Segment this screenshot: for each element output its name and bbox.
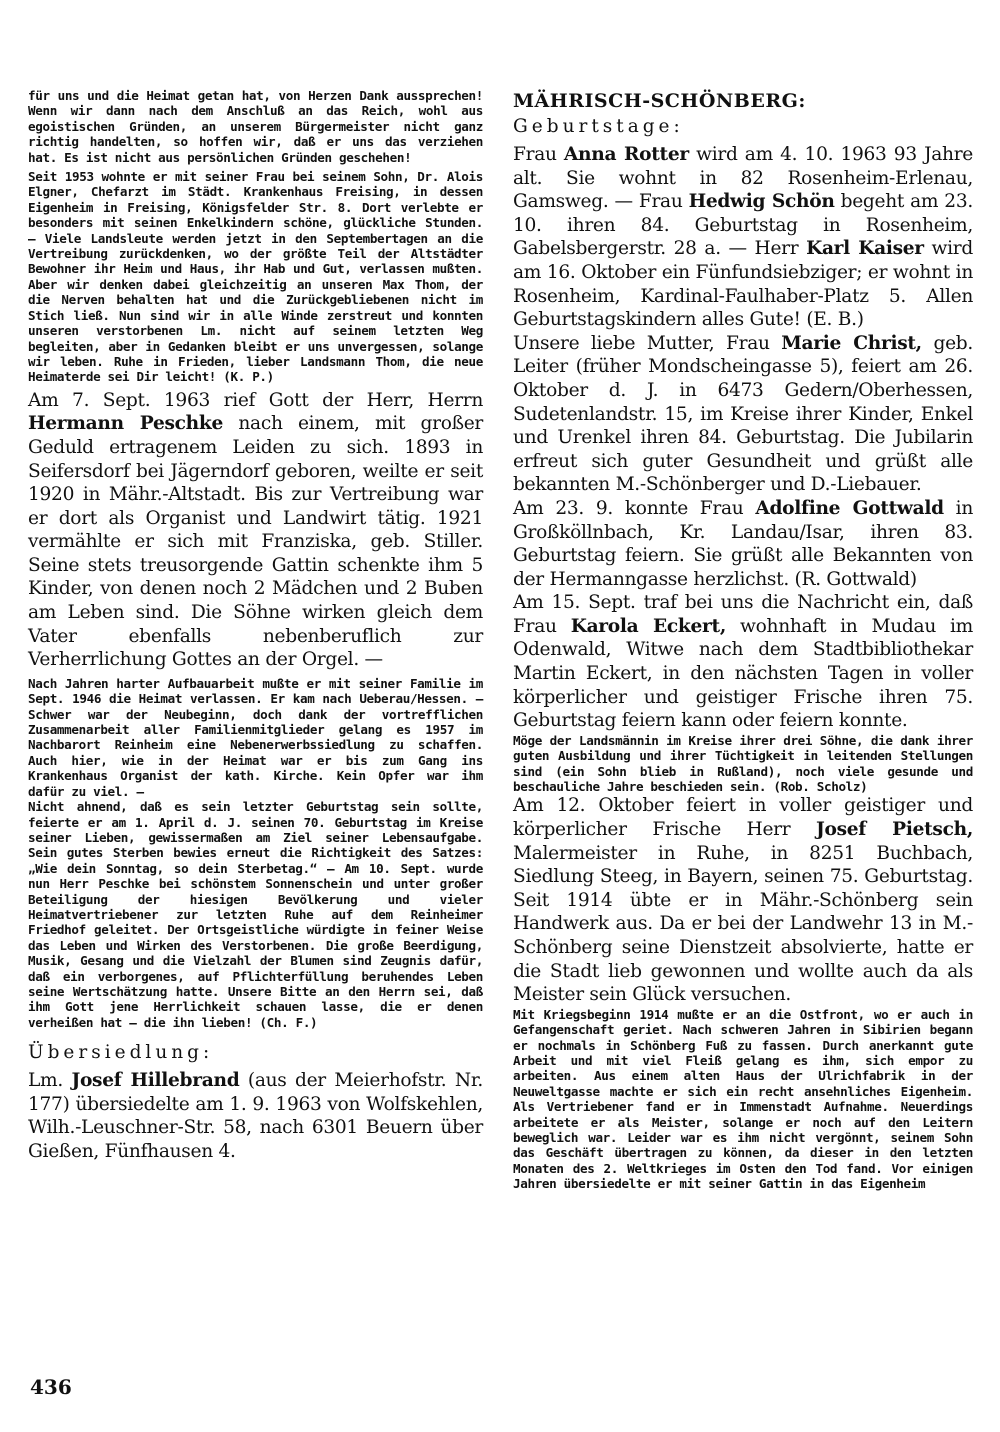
paragraph-birthday-gottwald <box>513 497 973 591</box>
text-run: wohnhaft in Mudau im Odenwald, Witwe nach dem Stadtbibliothekar Martin Eckert, in den nächsten Tagen in voller körperlicher und geistiger Frische ihren 75. Geburtstag feiern kann oder feiern konnte. <box>513 615 974 732</box>
text-run: Am 12. Oktober feiert in voller geistiger und körperlicher Frische Herr <box>513 795 973 841</box>
text-run: (aus der Meierhofstr. Nr. 177) übersiedelte am 1. 9. 1963 von Wolfskehlen, Wilh.-Leuschner-Str. 58, nach 6301 Beuern über Gießen, Fünfhausen 4. <box>28 1070 483 1162</box>
text-run: nach einem, mit großer Geduld ertragenem Leiden zu sich. 1893 in Seifersdorf bei Jägerndorf geboren, weilte er seit 1920 in Mähr.-Altstadt. Bis zur Vertreibung war er dort als Organist und Landwirt tätig. 1921 vermählte er sich mit Franziska, geb. Stiller. Seine stets treusorgende Gattin schenkte ihm 5 Kinder, von denen noch 2 Mädchen und 2 Buben am Leben sind. Die Söhne wirken gleich dem Vater ebenfalls nebenberuflich zur Verherrlichung Gottes an der Orgel. — <box>28 413 484 671</box>
text-run: Am 23. 9. konnte Frau <box>513 497 756 519</box>
text-run: begeht am 23. 10. ihren 84. Geburtstag in Rosenheim, Gabelsbergerstr. 28 a. — Herr <box>513 191 973 260</box>
paragraph-peschke-family: Nach Jahren harter Aufbauarbeit mußte er mit seiner Familie im Sept. 1946 die Heimat verlassen. Er kam nach Ueberau/Hessen. — Schwer war der Neubeginn, doch dank der vortrefflichen Zusammenarbeit aller Familienmitglieder gelang es 1957 im Nachbarort Reinheim eine Nebenerwerbssiedlung zu schaffen. Auch hier, wie in der Heimat war er bis zum Gang ins Krankenhaus Organist der kath. Kirche. Kein Opfer war ihm dafür zu viel. — <box>28 675 483 799</box>
person-name: Hermann Peschke <box>28 413 224 435</box>
section-heading-maehrisch-schoenberg: MÄHRISCH-SCHÖNBERG: <box>513 90 806 112</box>
paragraph-birthdays-rosenheim <box>513 143 973 332</box>
paragraph-pietsch-life: Mit Kriegsbeginn 1914 mußte er an die Ostfront, wo er auch in Gefangenschaft geriet. Nach schweren Jahren in Sibirien begann er nochmals in Schönberg Fuß zu fassen. Durch anerkannt gute Arbeit und mit viel Fleiß gelang es ihm, sich empor zu arbeiten. Aus einem alten Haus der Ulrichfabrik in der Neuweltgasse machte er sich ein recht ansehnliches Eigenheim. Als Vertriebener fand er in Immenstadt Aufnahme. Neuerdings arbeitete er als Meister, solange er noch auf den Leitern beweglich war. Leider war es ihm nicht vergönnt, seinem Sohn das Geschäft übertragen zu können, da dieser in den letzten Monaten des 2. Weltkrieges im Osten den Tod fand. Vor einigen Jahren übersiedelte er mit seiner Gattin in das Eigenheim <box>513 1006 973 1192</box>
text-run: Frau <box>513 144 564 165</box>
text-run: wird am 4. 10. 1963 93 Jahre alt. Sie wohnt in 82 Rosenheim-Erlenau, Gamsweg. — Frau <box>513 144 974 213</box>
text-run: in Großköllnbach, Kr. Landau/Isar, ihren 83. Geburtstag feiern. Sie grüßt alle Bekannten von der Hermanngasse herzlichst. (R. Gottwald) <box>513 497 974 590</box>
text-run: Malermeister in Ruhe, in 8251 Buchbach, Siedlung Steeg, in Bayern, seinen 75. Geburtstag. Seit 1914 übte er in Mähr.-Schönberg sein Handwerk aus. Da er bei der Landwehr 13 in M.-Schönberg seine Dienstzeit absolvierte, hatte er die Stadt lieb gewonnen und wollte auch da als Meister sein Glück versuchen. <box>513 842 973 1006</box>
text-run: wird am 16. Oktober ein Fünfundsiebziger; er wohnt in Rosenheim, Kardinal-Faulhaber-Platz 5. Allen Geburtstagskindern alles Gute! (E. B.) <box>513 238 973 331</box>
person-name: Karola Eckert, <box>570 615 726 637</box>
text-run: Unsere liebe Mutter, Frau <box>513 332 782 354</box>
paragraph-thanks: für uns und die Heimat getan hat, von Herzen Dank aussprechen! Wenn wir dann nach dem Anschluß an das Reich, wohl aus egoistischen Gründen, an unserem Bürgermeister nicht ganz richtig handelten, so hoffen wir, daß er uns das verziehen hat. Es ist nicht aus persönlichen Gründen geschehen! <box>28 88 483 165</box>
paragraph-peschke-funeral: Nicht ahnend, daß es sein letzter Geburtstag sein sollte, feierte er am 1. April d. J. seinen 70. Geburtstag im Kreise seiner Lieben, gewissermaßen am Ziel seiner Lebensaufgabe. Sein gutes Sterben bewies erneut die Richtigkeit des Satzes: „Wie dein Sonntag, so dein Sterbetag.“ — Am 10. Sept. wurde nun Herr Peschke bei schönstem Sonnenschein und unter großer Beteiligung der hiesigen Bevölkerung und vieler Heimatvertriebener zur letzten Ruhe auf dem Reinheimer Friedhof geleitet. Der Ortsgeistliche würdigte in feiner Weise das Leben und Wirken des Verstorbenen. Die große Beerdigung, Musik, Gesang und die Vielzahl der Blumen sind Zeugnis dafür, daß ein verborgenes, auf Pflichterfüllung beruhendes Leben seine Wertschätzung hatte. Unsere Bitte an den Herrn sei, daß ihm Gott jene Herrlichkeit schauen lasse, die er denen verheißen hat — die ihn lieben! (Ch. F.) <box>28 799 483 1030</box>
paragraph-eckert-wishes: Möge der Landsmännin im Kreise ihrer drei Söhne, die dank ihrer guten Ausbildung und ihrer Tüchtigkeit in leitenden Stellungen sind (ein Sohn blieb in Rußland), noch viele gesunde und beschauliche Jahre beschieden sein. (Rob. Scholz) <box>513 732 973 795</box>
right-column <box>513 88 973 1192</box>
person-name: Josef Pietsch, <box>815 819 973 841</box>
paragraph-obituary-thom: Seit 1953 wohnte er mit seiner Frau bei seinem Sohn, Dr. Alois Elgner, Chefarzt im Städt. Krankenhaus Freising, in dessen Eigenheim in Freising, Königsfelder Str. 8. Dort verlebte er besonders mit seinen Enkelkindern schöne, glückliche Stunden. — Viele Landsleute werden jetzt in den Septembertagen an die Vertreibung zurückdenken, wo der größte Teil der Altstädter Bewohner ihr Heim und Haus, ihr Hab und Gut, verlassen mußten. Aber wir denken dabei gleichzeitig an unseren Max Thom, der die Nerven behalten hat und die Zurückgebliebenen nicht im Stich ließ. Nun sind wir in alle Winde zerstreut und konnten unseren verstorbenen Lm. nicht auf seinem letzten Weg begleiten, aber in Gedanken bleibt er uns unvergessen, solange wir leben. Ruhe in Frieden, lieber Landsmann Thom, die neue Heimaterde sei Dir leicht! (K. P.) <box>28 169 483 385</box>
paragraph-birthday-pietsch <box>513 794 973 1006</box>
person-name: Marie Christ, <box>781 332 922 354</box>
section-heading-uebersiedlung: Übersiedlung: <box>28 1042 214 1064</box>
person-name: Josef Hillebrand <box>71 1070 240 1092</box>
person-name: Adolfine Gottwald <box>755 497 944 519</box>
paragraph-obituary-peschke <box>28 389 483 672</box>
page-number: 436 <box>30 1375 72 1399</box>
text-run: Am 7. Sept. 1963 rief Gott der Herr, Herrn <box>28 389 483 411</box>
text-run: Am 15. Sept. traf bei uns die Nachricht ein, daß Frau <box>513 592 973 637</box>
paragraph-birthday-eckert <box>513 591 973 733</box>
person-name: Karl Kaiser <box>806 238 924 260</box>
subheading-geburtstage: Geburtstage: <box>513 116 684 137</box>
text-run: geb. Leiter (früher Mondscheingasse 5), feiert am 26. Oktober d. J. in 6473 Gedern/Oberhessen, Sudetenlandstr. 15, im Kreise ihrer Kinder, Enkel und Urenkel ihren 84. Geburtstag. Die Jubilarin erfreut sich guter Gesundheit und grüßt alle bekannten M.-Schönberger und D.-Liebauer. <box>513 332 973 496</box>
person-name: Hedwig Schön <box>688 191 835 213</box>
paragraph-birthday-christ <box>513 332 973 497</box>
person-name: Anna Rotter <box>563 144 689 165</box>
text-run: Lm. <box>28 1070 72 1092</box>
paragraph-hillebrand <box>28 1069 483 1163</box>
left-column <box>28 88 483 1164</box>
